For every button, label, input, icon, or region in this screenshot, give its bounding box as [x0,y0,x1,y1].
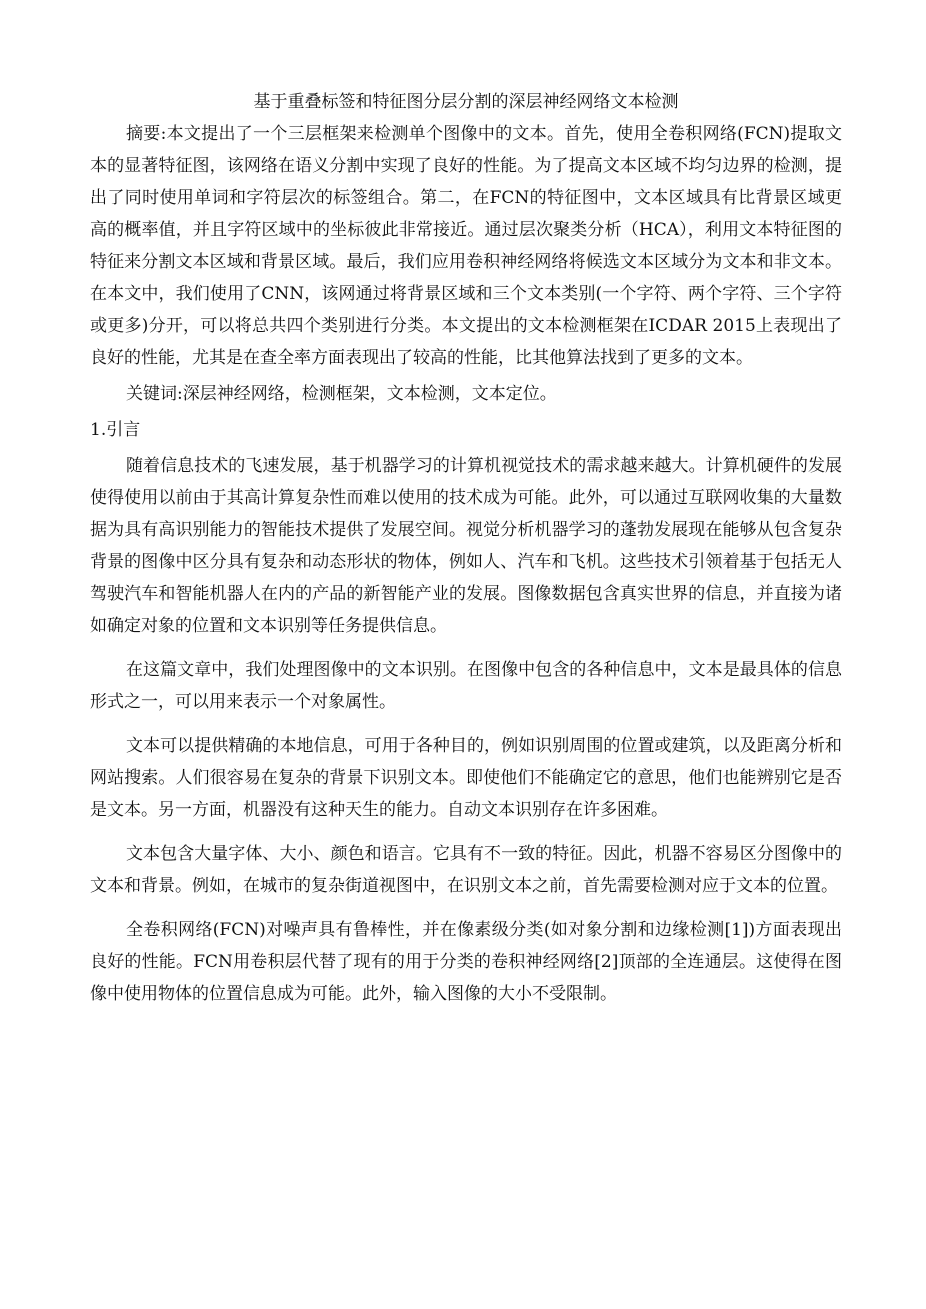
body-paragraph: 文本包含大量字体、大小、颜色和语言。它具有不一致的特征。因此，机器不容易区分图像中的文本和背景。例如，在城市的复杂街道视图中，在识别文本之前，首先需要检测对应于文本的位置。 [90,844,842,896]
spacer [90,902,842,914]
body-paragraph: 文本可以提供精确的本地信息，可用于各种目的，例如识别周围的位置或建筑，以及距离分析和网站搜索。人们很容易在复杂的背景下识别文本。即使他们不能确定它的意思，他们也能辨别它是否是文本。另一方面，机器没有这种天生的能力。自动文本识别存在许多困难。 [90,736,842,820]
body-paragraph: 在这篇文章中，我们处理图像中的文本识别。在图像中包含的各种信息中，文本是最具体的信息形式之一，可以用来表示一个对象属性。 [90,660,842,712]
body-paragraph: 随着信息技术的飞速发展，基于机器学习的计算机视觉技术的需求越来越大。计算机硬件的发展使得使用以前由于其高计算复杂性而难以使用的技术成为可能。此外，可以通过互联网收集的大量数据为具有高识别能力的智能技术提供了发展空间。视觉分析机器学习的蓬勃发展现在能够从包含复杂背景的图像中区分具有复杂和动态形状的物体，例如人、汽车和飞机。这些技术引领着基于包括无人驾驶汽车和智能机器人在内的产品的新智能产业的发展。图像数据包含真实世界的信息，并直接为诸如确定对象的位置和文本识别等任务提供信息。 [90,456,842,636]
keywords-paragraph: 关键词:深层神经网络，检测框架，文本检测，文本定位。 [126,384,557,404]
spacer [90,718,842,730]
paper-page [90,86,842,1010]
section-heading-introduction: 1.引言 [90,420,141,440]
spacer [90,826,842,838]
abstract-paragraph: 摘要:本文提出了一个三层框架来检测单个图像中的文本。首先，使用全卷积网络(FCN)提取文本的显著特征图，该网络在语义分割中实现了良好的性能。为了提高文本区域不均匀边界的检测，提出了同时使用单词和字符层次的标签组合。第二，在FCN的特征图中，文本区域具有比背景区域更高的概率值，并且字符区域中的坐标彼此非常接近。通过层次聚类分析（HCA），利用文本特征图的特征来分割文本区域和背景区域。最后，我们应用卷积神经网络将候选文本区域分为文本和非文本。在本文中，我们使用了CNN，该网通过将背景区域和三个文本类别(一个字符、两个字符、三个字符或更多)分开，可以将总共四个类别进行分类。本文提出的文本检测框架在ICDAR 2015上表现出了良好的性能，尤其是在查全率方面表现出了较高的性能，比其他算法找到了更多的文本。 [90,124,842,368]
spacer [90,642,842,654]
body-paragraph: 全卷积网络(FCN)对噪声具有鲁棒性，并在像素级分类(如对象分割和边缘检测[1])方面表现出良好的性能。FCN用卷积层代替了现有的用于分类的卷积神经网络[2]顶部的全连通层。这使得在图像中使用物体的位置信息成为可能。此外，输入图像的大小不受限制。 [90,920,842,1004]
paper-title: 基于重叠标签和特征图分层分割的深层神经网络文本检测 [253,92,679,112]
